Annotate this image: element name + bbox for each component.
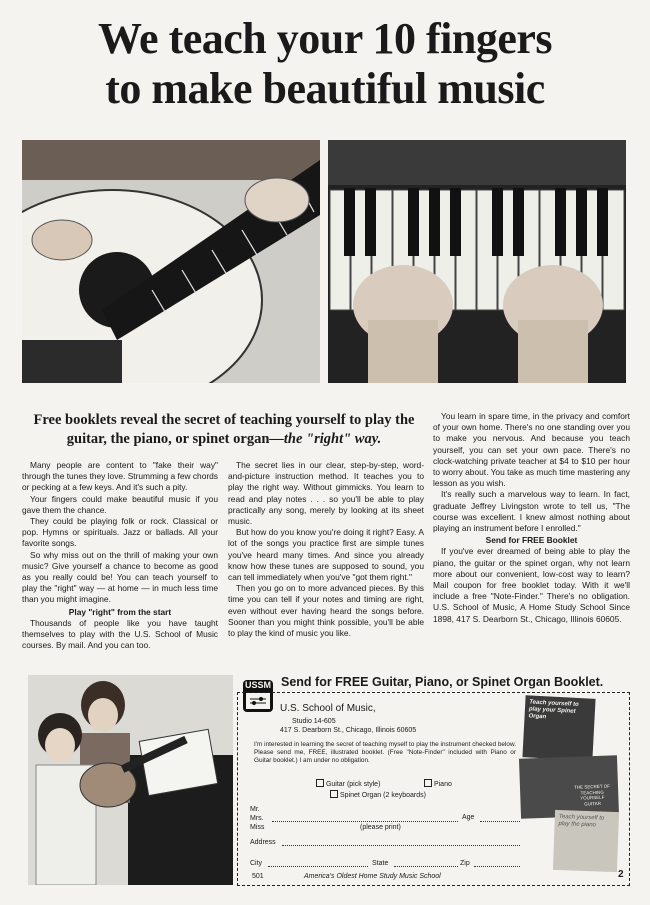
piano-option-label: Piano xyxy=(433,781,452,788)
guitar-checkbox[interactable] xyxy=(316,779,324,787)
col3-paragraph-2: It's really such a marvelous way to learn. In fact, graduate Jeffrey Livingston wrote to tell us, "The course was excellent. I knew almost nothing about playing an instrument before I enrolled." xyxy=(433,489,630,534)
body-column-3 xyxy=(433,411,630,625)
age-label: Age xyxy=(462,814,475,821)
col3-paragraph-3: If you've ever dreamed of being able to play the piano, the guitar or the spinet organ, why not learn more about our convenient, low-cost way to learn? Mail coupon for free booklet today. With it we'll include a free "Note-Finder." There's no obligation. U.S. School of Music, A Home Study School Since 1898, 417 S. Dearborn St., Chicago, Illinois 60605. xyxy=(433,546,630,624)
coupon-title: Send for FREE Guitar, Piano, or Spinet Organ Booklet. xyxy=(281,675,604,689)
col1-paragraph-3: They could be playing folk or rock. Classical or pop. Hymns or spirituals. Jazz or ballads. All your favorite songs. xyxy=(22,516,218,549)
booklet-piano-title: Teach yourself to play the piano xyxy=(558,814,605,829)
subheadline xyxy=(20,411,428,449)
title-mrs: Mrs. xyxy=(250,815,264,822)
coupon-footer-tagline: America's Oldest Home Study Music School xyxy=(304,873,441,880)
state-label: State xyxy=(372,860,389,867)
piano-checkbox[interactable] xyxy=(424,779,432,787)
subheadline-line-2-text: guitar, the piano, or spinet organ xyxy=(66,431,270,447)
col3-paragraph-1: You learn in spare time, in the privacy and comfort of your own home. There's no one standing over you to make you nervous. And because you teach yourself, you can set your own pace. There's no clock-watching private teacher at $4 to $10 per hour to worry about. You take as much time mastering any lesson as you wish. xyxy=(433,411,630,489)
piano-photo xyxy=(328,140,626,383)
coupon-form xyxy=(237,692,630,886)
body-column-1 xyxy=(22,460,218,651)
title-miss: Miss xyxy=(250,824,265,831)
col1-paragraph-1: Many people are content to "fake their way" through the tunes they love. Strumming a few chords or pecking at a few keys. And it's such a pity. xyxy=(22,460,218,493)
booklet-organ-title: Teach yourself to play your Spinet Organ xyxy=(528,699,579,721)
guitar-illustration-icon xyxy=(22,140,320,383)
piano-keys-illustration-icon xyxy=(328,140,626,383)
family-playing-music-illustration-icon xyxy=(28,675,233,885)
col1-heading: Play "right" from the start xyxy=(68,606,172,617)
city-label: City xyxy=(250,860,263,867)
headline-line-1: We teach your 10 fingers xyxy=(97,14,553,63)
col2-paragraph-1: The secret lies in our clear, step-by-step, word-and-picture instruction method. It teaches you to play the right way. Without gimmicks. You learn to read and play notes . . . so you'll be able to play practically any song, merely by looking at its sheet music. xyxy=(228,460,424,527)
coupon-code: 501 xyxy=(252,873,264,880)
booklet-guitar-title: THE SECRET OF TEACHING YOURSELF GUITAR xyxy=(573,783,611,806)
subheadline-line-1: Free booklets reveal the secret of teaching yourself to play the xyxy=(33,412,415,428)
city-field[interactable] xyxy=(268,858,368,867)
family-photo xyxy=(28,675,233,885)
option-organ[interactable] xyxy=(330,790,426,800)
title-mr: Mr. xyxy=(250,806,260,813)
guitar-option-label: Guitar (pick style) xyxy=(325,781,381,788)
body-column-2 xyxy=(228,460,424,639)
name-field[interactable] xyxy=(272,813,458,822)
address-label: Address xyxy=(250,839,276,846)
guitar-photo xyxy=(22,140,320,383)
booklet-piano xyxy=(553,810,619,872)
please-print-note: (please print) xyxy=(360,824,401,831)
headline-line-2: to make beautiful music xyxy=(105,64,545,113)
col2-paragraph-2: But how do you know you're doing it right? Easy. A lot of the songs you practice first are simple tunes you've heard many times. And since you already know how these tunes are supposed to sound, you can tell immediately when you've "got them right." xyxy=(228,527,424,583)
age-field[interactable] xyxy=(480,813,520,822)
subheadline-line-2 xyxy=(20,430,428,449)
booklet-guitar xyxy=(519,755,619,818)
col3-heading: Send for FREE Booklet xyxy=(485,535,578,546)
page-number: 2 xyxy=(618,869,624,880)
col1-paragraph-4: So why miss out on the thrill of making your own music? Give yourself a chance to become as good as you really could be! You can teach yourself to play the "right" way — at home — in much less time than you might imagine. xyxy=(22,549,218,605)
coupon-body-text: I'm interested in learning the secret of teaching myself to play the instrument checked below. Please send me, FREE, illustrated booklet. (Free "Note-Finder" included with Piano or Guitar booklet.) I am under no obligation. xyxy=(254,741,516,765)
col1-paragraph-2: Your fingers could make beautiful music if you gave them the chance. xyxy=(22,493,218,515)
school-address: 417 S. Dearborn St., Chicago, Illinois 60605 xyxy=(280,727,417,734)
zip-field[interactable] xyxy=(474,858,520,867)
ussm-logo-text: USSM xyxy=(244,680,271,690)
address-field[interactable] xyxy=(282,837,520,846)
organ-checkbox[interactable] xyxy=(330,790,338,798)
booklet-organ xyxy=(522,695,595,761)
organ-option-label: Spinet Organ (2 keyboards) xyxy=(339,792,426,799)
subheadline-line-2-emphasis: —the "right" way. xyxy=(269,431,382,447)
school-studio: Studio 14-605 xyxy=(292,718,336,725)
zip-label: Zip xyxy=(460,860,470,867)
state-field[interactable] xyxy=(394,858,458,867)
option-guitar[interactable] xyxy=(316,779,380,789)
school-name: U.S. School of Music, xyxy=(280,703,376,714)
col1-paragraph-5: Thousands of people like you have taught themselves to play with the U.S. School of Music courses. By mail. And you can too. xyxy=(22,617,218,651)
option-piano[interactable] xyxy=(424,779,452,789)
headline xyxy=(0,14,650,114)
col2-paragraph-3: Then you go on to more advanced pieces. By this time you can tell if your notes and timing are right, even without ever having heard the songs before. Sooner than you might think possible, you'll be able to play the kind of music you like. xyxy=(228,583,424,639)
